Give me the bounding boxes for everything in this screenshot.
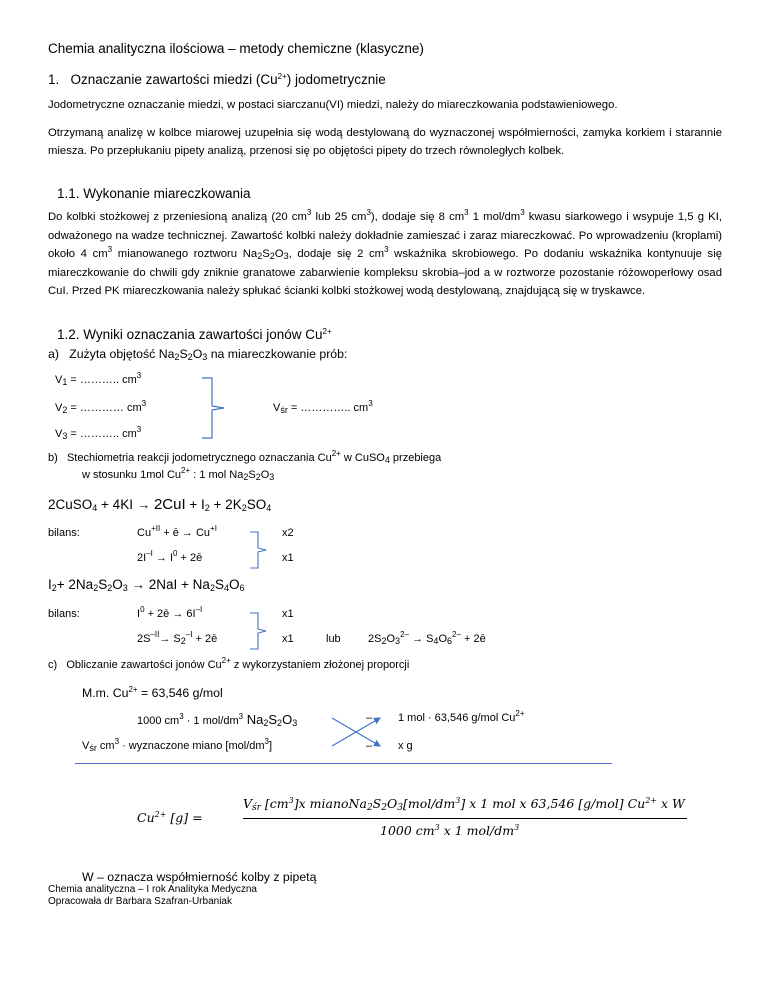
- bilans-bracket-2: [248, 611, 272, 651]
- item-b-line2: w stosunku 1mol $Cu^{2+}$ : 1 mol Na2S2O3: [82, 466, 275, 482]
- proportion-left-2: Vśr $cm^3$ · wyznaczone miano $[mol/dm^3]$: [82, 737, 273, 753]
- proportion-dash-2: –: [366, 740, 373, 752]
- proportion-left-1: 1000 $cm^3 \cdot 1$ mol/$dm^3$ Na2S2O3: [137, 712, 298, 728]
- half-reaction-2a: $I^0$ + 2ē → $6I^{-I}$: [137, 605, 203, 620]
- volume-bracket: [200, 376, 230, 440]
- or-label: lub: [326, 633, 341, 645]
- bilans-bracket-1: [248, 530, 272, 570]
- footer-course: Chemia analityczna – I rok Analityka Medyczna: [48, 884, 257, 895]
- paragraph-preparation: Otrzymaną analizę w kolbce miarowej uzupełnia się wodą destylowaną do wyznaczonej współmierności, zamyka korkiem i starannie miesza. Po przepłukaniu pipety analizą, przenosi się po objętości pipety do trzech równoległych kolbek.: [48, 127, 722, 157]
- footer-author: Opracowała dr Barbara Szafran-Urbaniak: [48, 896, 232, 907]
- proportion-dash-1: –: [366, 712, 373, 724]
- section-1-2-heading: 1.2. Wyniki oznaczania zawartości jonów $Cu^{2+}$: [57, 327, 332, 342]
- item-a: a) Zużyta objętość Na2S2O3 na miareczkowanie prób:: [48, 347, 348, 362]
- coefficient-2b: x1: [282, 633, 294, 645]
- document-title: Chemia analityczna ilościowa – metody chemiczne (klasyczne): [48, 41, 424, 56]
- reaction-2: I2+ 2Na2S2O3 → 2NaI + Na2S4O6: [48, 577, 245, 593]
- section-1-heading: 1. Oznaczanie zawartości miedzi $(Cu^{2+})$ jodometrycznie: [48, 72, 386, 87]
- molar-mass: M.m. $Cu^{2+} = 63,546$ g/mol: [82, 685, 223, 700]
- w-note: W – oznacza współmierność kolby z pipetą: [82, 870, 317, 884]
- section-1-1-heading: 1.1. Wykonanie miareczkowania: [57, 186, 251, 201]
- alternative-reaction: $2S2O3^{2-} \to S4O6^{2-}$ + 2ē: [368, 630, 486, 646]
- formula-numerator: Vśr $[cm^3]x$ $mianoNa2S2O3[mol/dm^3]$ x 1 mol x 63,546 [g/mol] $Cu^{2+}$ x W: [243, 796, 685, 813]
- divider-line: [75, 763, 612, 764]
- proportion-cross-arrows: [328, 712, 388, 752]
- half-reaction-2b: $2S^{-II}\to S2^{-I}$ + 2ē: [137, 630, 218, 646]
- coefficient-2a: x1: [282, 608, 294, 620]
- half-reaction-1a: $Cu^{+II}$ + ē → $Cu^{+I}$: [137, 524, 217, 539]
- paragraph-titration: Do kolbki stożkowej z przeniesioną analizą (20 $cm^3$ lub 25 $cm^3$), dodaje się 8 $cm^3$ 1 mol/$dm^3$ kwasu siarkowego i wsypuje 1,5 g KI, odważonego na wadze technicznej. Zawartość kolbki należy dokładnie zamieszać i zaraz miareczkować. Po wprowadzeniu (kroplami) około 4 $cm^3$ mianowanego roztworu Na2S2O3, dodaje się 2 $cm^3$ wskaźnika skrobiowego. Po dodaniu wskaźnika kontynuuje się miareczkowanie do chwili gdy zniknie granatowe zabarwienie kompleksu skrobia–jod a w roztworze pozostanie różowoperłowy osad CuI. Przed PK miareczkowania należy spłukać ścianki kolbki stożkowej wodą destylowaną, znajdującą się w tryskawce.: [48, 208, 722, 297]
- bilans-label-2: bilans:: [48, 608, 80, 620]
- item-c: c) Obliczanie zawartości jonów $Cu^{2+}$ z wykorzystaniem złożonej proporcji: [48, 656, 410, 671]
- formula-lhs: $Cu^{2+}$ [g] =: [137, 810, 203, 825]
- bilans-label-1: bilans:: [48, 527, 80, 539]
- volume-average: Vśr = ………….. $cm^3$: [273, 399, 373, 415]
- half-reaction-1b: $2I^{-I} \to I^0$ + 2ē: [137, 549, 203, 564]
- coefficient-1a: x2: [282, 527, 294, 539]
- proportion-right-2: x g: [398, 740, 413, 752]
- formula-denominator: 1000 $cm^3$ x 1 mol/$dm^3$: [380, 823, 520, 838]
- volume-v1: V1 = ……….. $cm^3$: [55, 371, 142, 387]
- volume-v2: V2 = ………… $cm^3$: [55, 399, 147, 415]
- fraction-bar: [243, 818, 687, 819]
- reaction-1: 2CuSO4 + 4KI → 2CuI + I2 + 2K2SO4: [48, 496, 272, 513]
- coefficient-1b: x1: [282, 552, 294, 564]
- paragraph-intro: Jodometryczne oznaczanie miedzi, w postaci siarczanu(VI) miedzi, należy do miareczkowania podstawieniowego.: [48, 99, 618, 111]
- proportion-right-1: 1 mol · 63,546 g/mol $Cu^{2+}$: [398, 709, 525, 724]
- volume-v3: V3 = ……….. $cm^3$: [55, 425, 142, 441]
- item-b-line1: b) Stechiometria reakcji jodometrycznego oznaczania $Cu^{2+}$ w CuSO4 przebiega: [48, 449, 442, 465]
